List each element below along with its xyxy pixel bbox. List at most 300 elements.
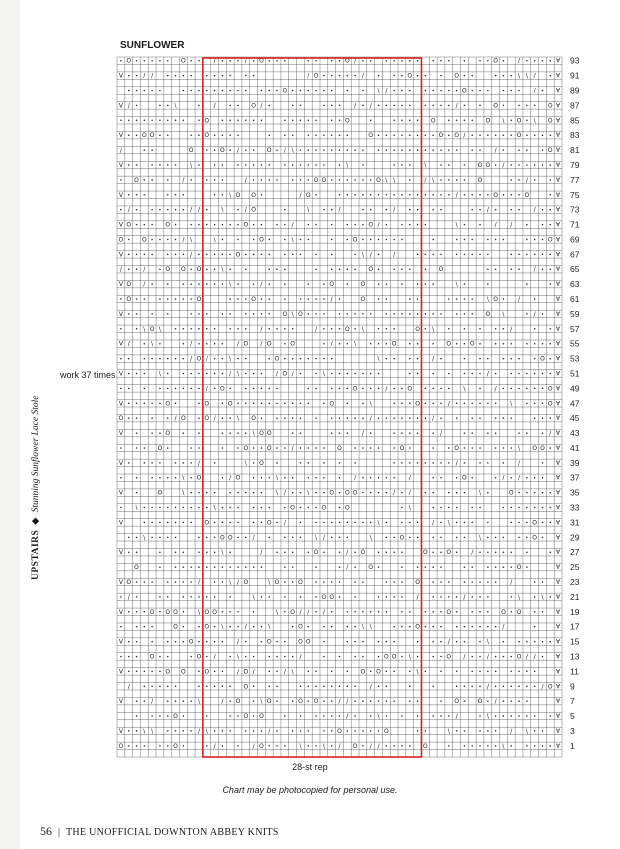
purl-dot xyxy=(331,522,333,524)
purl-dot xyxy=(144,671,146,673)
row-number: 75 xyxy=(570,189,580,200)
purl-dot xyxy=(190,313,192,315)
purl-dot xyxy=(323,328,325,330)
purl-dot xyxy=(534,343,536,345)
row-number: 15 xyxy=(570,636,580,647)
ssk-symbol: \ xyxy=(182,474,185,482)
purl-dot xyxy=(526,522,528,524)
purl-dot xyxy=(386,239,388,241)
yarn-over-symbol: O xyxy=(415,400,420,408)
purl-dot xyxy=(464,700,466,702)
k2tog-symbol: / xyxy=(455,102,458,110)
purl-dot xyxy=(409,537,411,539)
purl-dot xyxy=(323,105,325,107)
purl-dot xyxy=(339,686,341,688)
purl-dot xyxy=(183,358,185,360)
purl-dot xyxy=(479,551,481,553)
purl-dot xyxy=(315,447,317,449)
purl-dot xyxy=(315,134,317,136)
slip-stitch-symbol: ∀ xyxy=(556,57,561,65)
purl-dot xyxy=(347,343,349,345)
purl-dot xyxy=(268,403,270,405)
row-number: 43 xyxy=(570,428,580,439)
purl-dot xyxy=(448,715,450,717)
purl-dot xyxy=(190,134,192,136)
slip-stitch-symbol: ∀ xyxy=(556,87,561,95)
purl-dot xyxy=(347,403,349,405)
purl-dot xyxy=(495,209,497,211)
purl-dot xyxy=(315,60,317,62)
purl-dot xyxy=(292,492,294,494)
purl-dot xyxy=(354,373,356,375)
purl-dot xyxy=(409,60,411,62)
ssk-symbol: \ xyxy=(291,668,294,676)
purl-dot xyxy=(526,715,528,717)
purl-dot xyxy=(292,179,294,181)
yarn-over-symbol: O xyxy=(134,176,139,184)
k2tog-symbol: / xyxy=(197,579,200,586)
purl-dot xyxy=(151,462,153,464)
purl-dot xyxy=(136,373,138,375)
purl-dot xyxy=(198,164,200,166)
purl-dot xyxy=(315,417,317,419)
k2tog-symbol: / xyxy=(502,474,505,482)
purl-dot xyxy=(167,358,169,360)
purl-dot xyxy=(151,417,153,419)
k2tog-symbol: / xyxy=(174,415,177,423)
purl-dot xyxy=(167,120,169,122)
purl-dot xyxy=(300,164,302,166)
k2tog-symbol: / xyxy=(385,385,388,393)
purl-dot xyxy=(222,373,224,375)
purl-dot xyxy=(206,343,208,345)
purl-dot xyxy=(409,120,411,122)
yarn-over-symbol: O xyxy=(204,117,210,125)
purl-dot xyxy=(308,462,310,464)
purl-dot xyxy=(401,90,403,92)
ssk-symbol: \ xyxy=(533,117,536,125)
purl-dot xyxy=(190,447,192,449)
purl-dot xyxy=(167,388,169,390)
yarn-over-symbol: O xyxy=(485,117,491,125)
purl-dot xyxy=(144,194,146,196)
k2tog-symbol: / xyxy=(354,102,357,110)
row-number: 19 xyxy=(570,606,580,617)
yarn-over-symbol: O xyxy=(313,176,319,184)
purl-dot xyxy=(167,581,169,583)
purl-dot xyxy=(308,90,310,92)
yarn-over-symbol: O xyxy=(446,340,452,348)
purl-dot xyxy=(432,477,434,479)
purl-dot xyxy=(268,388,270,390)
purl-dot xyxy=(323,462,325,464)
purl-dot xyxy=(206,537,208,539)
slip-stitch-symbol: ∀ xyxy=(556,72,561,80)
purl-dot xyxy=(292,477,294,479)
purl-dot xyxy=(214,641,216,643)
purl-dot xyxy=(503,134,505,136)
purl-dot xyxy=(487,522,489,524)
purl-dot xyxy=(151,254,153,256)
purl-dot xyxy=(448,462,450,464)
yarn-over-symbol: O xyxy=(165,608,171,616)
purl-dot xyxy=(511,477,513,479)
row-number: 33 xyxy=(570,502,580,513)
purl-dot xyxy=(276,90,278,92)
purl-dot xyxy=(136,656,138,658)
purl-dot xyxy=(128,611,130,613)
page-footer xyxy=(40,824,279,839)
purl-dot xyxy=(378,149,380,151)
purl-dot xyxy=(136,700,138,702)
purl-dot xyxy=(401,268,403,270)
purl-dot xyxy=(464,283,466,285)
purl-dot xyxy=(542,60,544,62)
k2tog-symbol: / xyxy=(143,281,146,289)
k2tog-symbol: / xyxy=(533,206,536,214)
ssk-symbol: \ xyxy=(260,698,263,706)
purl-dot xyxy=(471,134,473,136)
purl-dot xyxy=(393,194,395,196)
purl-dot xyxy=(464,343,466,345)
purl-dot xyxy=(409,224,411,226)
purl-dot xyxy=(354,656,356,658)
purl-dot xyxy=(198,60,200,62)
purl-dot xyxy=(526,388,528,390)
yarn-over-symbol: O xyxy=(508,489,514,497)
purl-dot xyxy=(159,358,161,360)
purl-dot xyxy=(425,403,427,405)
purl-dot xyxy=(362,447,364,449)
purl-dot xyxy=(284,477,286,479)
purl-dot xyxy=(432,492,434,494)
ssk-symbol: \ xyxy=(346,161,349,169)
purl-dot xyxy=(550,209,552,211)
purl-dot xyxy=(401,388,403,390)
purl-dot xyxy=(284,715,286,717)
purl-dot xyxy=(401,403,403,405)
k2tog-symbol: / xyxy=(518,474,521,482)
purl-dot xyxy=(237,209,239,211)
purl-dot xyxy=(175,581,177,583)
yarn-over-symbol: O xyxy=(477,698,483,706)
k2tog-symbol: / xyxy=(408,489,411,497)
purl-dot xyxy=(409,90,411,92)
k2tog-symbol: / xyxy=(369,742,372,750)
k2tog-symbol: / xyxy=(346,549,349,557)
purl-dot xyxy=(534,671,536,673)
purl-dot xyxy=(229,626,231,628)
purl-dot xyxy=(393,671,395,673)
purl-dot xyxy=(511,596,513,598)
purl-dot xyxy=(183,507,185,509)
purl-dot xyxy=(183,581,185,583)
purl-dot xyxy=(378,730,380,732)
slip-stitch-symbol: ∀ xyxy=(556,206,561,214)
purl-dot xyxy=(245,388,247,390)
purl-dot xyxy=(487,268,489,270)
k2tog-symbol: / xyxy=(299,608,302,616)
purl-dot xyxy=(144,149,146,151)
purl-dot xyxy=(144,700,146,702)
purl-dot xyxy=(471,417,473,419)
purl-dot xyxy=(409,611,411,613)
purl-dot xyxy=(401,417,403,419)
purl-dot xyxy=(487,626,489,628)
purl-dot xyxy=(464,120,466,122)
purl-dot xyxy=(362,164,364,166)
purl-dot xyxy=(354,462,356,464)
purl-dot xyxy=(144,254,146,256)
purl-dot xyxy=(471,581,473,583)
purl-dot xyxy=(401,120,403,122)
purl-dot xyxy=(144,343,146,345)
slip-stitch-symbol: ∀ xyxy=(556,653,561,661)
yarn-over-symbol: O xyxy=(227,400,233,408)
purl-dot xyxy=(261,254,263,256)
purl-dot xyxy=(323,522,325,524)
purl-dot xyxy=(542,209,544,211)
yarn-over-symbol: O xyxy=(251,296,256,304)
purl-dot xyxy=(144,120,146,122)
purl-dot xyxy=(464,313,466,315)
k2tog-symbol: / xyxy=(236,668,240,676)
purl-dot xyxy=(393,626,395,628)
purl-dot xyxy=(479,388,481,390)
purl-dot xyxy=(339,492,341,494)
purl-dot xyxy=(487,492,489,494)
purl-dot xyxy=(253,60,255,62)
purl-dot xyxy=(370,715,372,717)
purl-dot xyxy=(120,656,122,658)
slip-stitch-symbol: ∀ xyxy=(556,221,561,229)
purl-dot xyxy=(386,313,388,315)
purl-dot xyxy=(245,149,247,151)
purl-dot xyxy=(448,373,450,375)
purl-dot xyxy=(315,254,317,256)
yarn-over-symbol: O xyxy=(313,698,319,706)
purl-dot xyxy=(159,134,161,136)
purl-dot xyxy=(448,581,450,583)
purl-dot xyxy=(393,447,395,449)
purl-dot xyxy=(386,581,388,583)
purl-dot xyxy=(261,596,263,598)
purl-dot xyxy=(284,596,286,598)
purl-dot xyxy=(159,105,161,107)
purl-dot xyxy=(214,358,216,360)
purl-dot xyxy=(159,298,161,300)
purl-dot xyxy=(456,686,458,688)
purl-dot xyxy=(229,75,231,77)
purl-dot xyxy=(183,551,185,553)
ssk-symbol: \ xyxy=(197,608,200,616)
purl-dot xyxy=(432,537,434,539)
purl-dot xyxy=(222,313,224,315)
purl-dot xyxy=(370,343,372,345)
purl-dot xyxy=(471,447,473,449)
purl-dot xyxy=(284,581,286,583)
purl-dot xyxy=(495,715,497,717)
k2tog-symbol: / xyxy=(369,683,372,691)
purl-dot xyxy=(471,656,473,658)
ssk-symbol: \ xyxy=(244,459,247,467)
purl-dot xyxy=(331,90,333,92)
purl-dot xyxy=(339,656,341,658)
purl-dot xyxy=(534,477,536,479)
purl-dot xyxy=(175,254,177,256)
purl-dot xyxy=(245,566,247,568)
purl-dot xyxy=(323,75,325,77)
purl-dot xyxy=(206,75,208,77)
purl-dot xyxy=(370,60,372,62)
purl-dot xyxy=(370,239,372,241)
ssk-symbol: \ xyxy=(518,72,521,80)
purl-dot xyxy=(386,537,388,539)
purl-dot xyxy=(362,373,364,375)
purl-dot xyxy=(292,730,294,732)
purl-dot xyxy=(456,477,458,479)
slip-stitch-symbol: ∀ xyxy=(556,296,561,304)
k2tog-symbol: / xyxy=(369,251,372,259)
purl-dot xyxy=(511,120,513,122)
purl-dot xyxy=(159,656,161,658)
ssk-symbol: \ xyxy=(276,489,279,497)
yarn-over-symbol: O xyxy=(415,325,420,333)
purl-dot xyxy=(432,611,434,613)
purl-dot xyxy=(393,581,395,583)
purl-dot xyxy=(378,75,380,77)
purl-dot xyxy=(354,447,356,449)
purl-dot xyxy=(214,462,216,464)
purl-dot xyxy=(417,254,419,256)
purl-dot xyxy=(542,745,544,747)
slip-stitch-symbol: V xyxy=(118,668,123,676)
purl-dot xyxy=(167,105,169,107)
purl-dot xyxy=(495,551,497,553)
purl-dot xyxy=(464,194,466,196)
k2tog-symbol: / xyxy=(432,355,435,363)
purl-dot xyxy=(136,134,138,136)
purl-dot xyxy=(268,105,270,107)
purl-dot xyxy=(237,164,239,166)
purl-dot xyxy=(292,566,294,568)
slip-stitch-symbol: V xyxy=(118,549,123,557)
purl-dot xyxy=(542,388,544,390)
purl-dot xyxy=(331,626,333,628)
purl-dot xyxy=(183,462,185,464)
yarn-over-symbol: O xyxy=(516,608,522,616)
purl-dot xyxy=(308,388,310,390)
running-head-section: UPSTAIRS xyxy=(31,529,41,580)
purl-dot xyxy=(183,641,185,643)
purl-dot xyxy=(253,75,255,77)
purl-dot xyxy=(268,134,270,136)
k2tog-symbol: / xyxy=(510,579,513,586)
k2tog-symbol: / xyxy=(236,638,240,646)
purl-dot xyxy=(151,686,153,688)
k2tog-symbol: / xyxy=(463,593,466,601)
purl-dot xyxy=(409,179,411,181)
purl-dot xyxy=(432,90,434,92)
purl-dot xyxy=(151,522,153,524)
purl-dot xyxy=(409,298,411,300)
purl-dot xyxy=(190,522,192,524)
row-number: 35 xyxy=(570,487,580,498)
purl-dot xyxy=(347,388,349,390)
purl-dot xyxy=(222,194,224,196)
purl-dot xyxy=(511,522,513,524)
purl-dot xyxy=(511,134,513,136)
slip-stitch-symbol: ∀ xyxy=(556,519,561,527)
purl-dot xyxy=(518,149,520,151)
row-number: 1 xyxy=(570,740,575,751)
purl-dot xyxy=(175,477,177,479)
yarn-over-symbol: O xyxy=(423,742,428,750)
purl-dot xyxy=(534,60,536,62)
purl-dot xyxy=(167,239,169,241)
purl-dot xyxy=(511,447,513,449)
k2tog-symbol: / xyxy=(229,474,232,482)
purl-dot xyxy=(378,268,380,270)
purl-dot xyxy=(534,134,536,136)
purl-dot xyxy=(526,700,528,702)
purl-dot xyxy=(511,656,513,658)
yarn-over-symbol: O xyxy=(243,221,249,229)
purl-dot xyxy=(268,298,270,300)
purl-dot xyxy=(120,60,122,62)
purl-dot xyxy=(464,730,466,732)
purl-dot xyxy=(331,209,333,211)
purl-dot xyxy=(237,358,239,360)
purl-dot xyxy=(339,477,341,479)
purl-dot xyxy=(190,90,192,92)
purl-dot xyxy=(464,492,466,494)
purl-dot xyxy=(183,596,185,598)
purl-dot xyxy=(432,626,434,628)
purl-dot xyxy=(347,686,349,688)
purl-dot xyxy=(518,432,520,434)
purl-dot xyxy=(479,328,481,330)
purl-dot xyxy=(378,373,380,375)
yarn-over-symbol: O xyxy=(204,608,210,616)
k2tog-symbol: / xyxy=(236,147,240,155)
yarn-over-symbol: O xyxy=(220,147,225,155)
purl-dot xyxy=(206,507,208,509)
purl-dot xyxy=(393,462,395,464)
yarn-over-symbol: O xyxy=(547,236,553,244)
yarn-over-symbol: O xyxy=(243,713,249,721)
purl-dot xyxy=(214,224,216,226)
purl-dot xyxy=(409,626,411,628)
purl-dot xyxy=(495,343,497,345)
purl-dot xyxy=(526,149,528,151)
purl-dot xyxy=(448,328,450,330)
purl-dot xyxy=(292,626,294,628)
k2tog-symbol: / xyxy=(322,534,325,542)
purl-dot xyxy=(331,671,333,673)
purl-dot xyxy=(229,224,231,226)
purl-dot xyxy=(183,700,185,702)
purl-dot xyxy=(347,730,349,732)
purl-dot xyxy=(300,373,302,375)
ssk-symbol: \ xyxy=(518,444,521,452)
purl-dot xyxy=(284,239,286,241)
purl-dot xyxy=(448,134,450,136)
slip-stitch-symbol: V xyxy=(118,102,123,110)
purl-dot xyxy=(300,254,302,256)
chart-symbols xyxy=(119,58,562,750)
diamond-icon: ◆ xyxy=(30,517,41,525)
